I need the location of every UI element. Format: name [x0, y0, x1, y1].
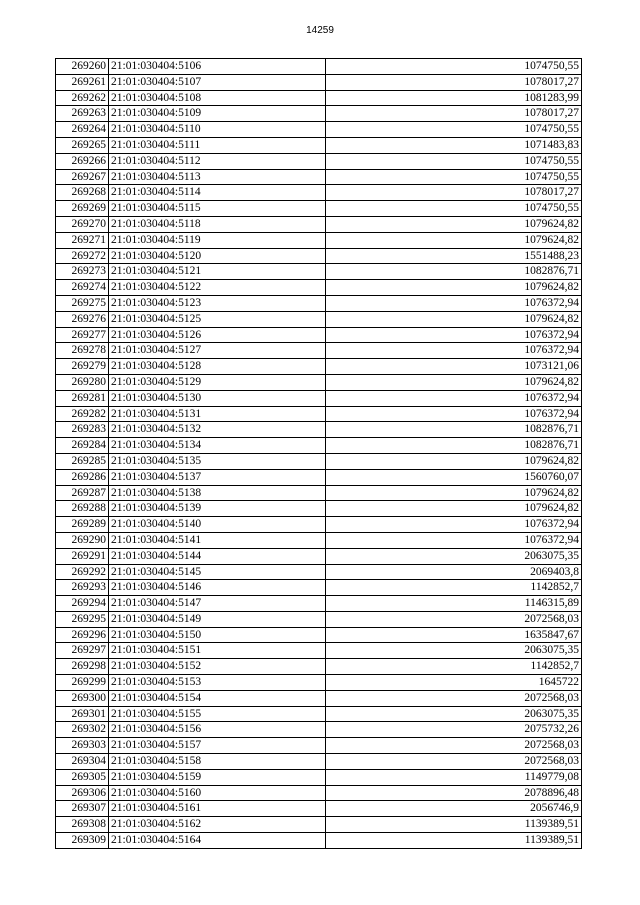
- cadastral-number-cell: 21:01:030404:5121: [109, 264, 326, 280]
- row-number-cell: 269296: [56, 627, 109, 643]
- cadastral-number-cell: 21:01:030404:5157: [109, 738, 326, 754]
- row-number-cell: 269266: [56, 153, 109, 169]
- cadastral-number-cell: 21:01:030404:5112: [109, 153, 326, 169]
- table-row: [56, 453, 582, 469]
- cadastral-value-cell: 2075732,26: [326, 722, 582, 738]
- cadastral-value-cell: 1082876,71: [326, 264, 582, 280]
- cadastral-number-cell: 21:01:030404:5151: [109, 643, 326, 659]
- cadastral-number-cell: 21:01:030404:5146: [109, 580, 326, 596]
- cadastral-number-cell: 21:01:030404:5141: [109, 532, 326, 548]
- table-row: [56, 817, 582, 833]
- cadastral-value-cell: 2063075,35: [326, 548, 582, 564]
- cadastral-value-cell: 1074750,55: [326, 153, 582, 169]
- cadastral-number-cell: 21:01:030404:5127: [109, 343, 326, 359]
- cadastral-value-cell: 1074750,55: [326, 169, 582, 185]
- cadastral-value-cell: 1079624,82: [326, 374, 582, 390]
- cadastral-number-cell: 21:01:030404:5137: [109, 469, 326, 485]
- cadastral-value-cell: 1142852,7: [326, 580, 582, 596]
- table-row: [56, 659, 582, 675]
- table-row: [56, 580, 582, 596]
- table-row: [56, 106, 582, 122]
- row-number-cell: 269294: [56, 596, 109, 612]
- cadastral-number-cell: 21:01:030404:5154: [109, 690, 326, 706]
- cadastral-number-cell: 21:01:030404:5138: [109, 485, 326, 501]
- table-row: [56, 327, 582, 343]
- cadastral-value-cell: 1139389,51: [326, 817, 582, 833]
- cadastral-value-cell: 1076372,94: [326, 406, 582, 422]
- cadastral-value-cell: 2069403,8: [326, 564, 582, 580]
- cadastral-number-cell: 21:01:030404:5106: [109, 59, 326, 75]
- table-row: [56, 74, 582, 90]
- table-row: [56, 785, 582, 801]
- cadastral-value-cell: 1076372,94: [326, 517, 582, 533]
- cadastral-number-cell: 21:01:030404:5139: [109, 501, 326, 517]
- cadastral-value-cell: 2072568,03: [326, 611, 582, 627]
- table-row: [56, 611, 582, 627]
- row-number-cell: 269271: [56, 232, 109, 248]
- table-row: [56, 185, 582, 201]
- table-row: [56, 280, 582, 296]
- cadastral-number-cell: 21:01:030404:5162: [109, 817, 326, 833]
- cadastral-value-cell: 1073121,06: [326, 359, 582, 375]
- cadastral-value-cell: 1079624,82: [326, 453, 582, 469]
- cadastral-number-cell: 21:01:030404:5108: [109, 90, 326, 106]
- row-number-cell: 269299: [56, 675, 109, 691]
- table-row: [56, 343, 582, 359]
- cadastral-value-cell: 1081283,99: [326, 90, 582, 106]
- row-number-cell: 269308: [56, 817, 109, 833]
- table-row: [56, 469, 582, 485]
- table-row: [56, 137, 582, 153]
- cadastral-value-cell: 1551488,23: [326, 248, 582, 264]
- row-number-cell: 269305: [56, 769, 109, 785]
- table-row: [56, 374, 582, 390]
- cadastral-value-cell: 2063075,35: [326, 643, 582, 659]
- table-row: [56, 216, 582, 232]
- cadastral-value-cell: 2056746,9: [326, 801, 582, 817]
- table-row: [56, 264, 582, 280]
- cadastral-value-cell: 1079624,82: [326, 485, 582, 501]
- cadastral-number-cell: 21:01:030404:5161: [109, 801, 326, 817]
- row-number-cell: 269287: [56, 485, 109, 501]
- table-row: [56, 169, 582, 185]
- cadastral-number-cell: 21:01:030404:5115: [109, 201, 326, 217]
- table-row: [56, 517, 582, 533]
- cadastral-number-cell: 21:01:030404:5160: [109, 785, 326, 801]
- cadastral-number-cell: 21:01:030404:5155: [109, 706, 326, 722]
- table-row: [56, 122, 582, 138]
- row-number-cell: 269283: [56, 422, 109, 438]
- cadastral-number-cell: 21:01:030404:5147: [109, 596, 326, 612]
- row-number-cell: 269272: [56, 248, 109, 264]
- table-row: [56, 232, 582, 248]
- table-row: [56, 485, 582, 501]
- row-number-cell: 269291: [56, 548, 109, 564]
- row-number-cell: 269275: [56, 295, 109, 311]
- cadastral-number-cell: 21:01:030404:5159: [109, 769, 326, 785]
- cadastral-number-cell: 21:01:030404:5118: [109, 216, 326, 232]
- row-number-cell: 269262: [56, 90, 109, 106]
- table-row: [56, 738, 582, 754]
- row-number-cell: 269280: [56, 374, 109, 390]
- cadastral-number-cell: 21:01:030404:5109: [109, 106, 326, 122]
- cadastral-value-cell: 1635847,67: [326, 627, 582, 643]
- row-number-cell: 269285: [56, 453, 109, 469]
- cadastral-number-cell: 21:01:030404:5145: [109, 564, 326, 580]
- row-number-cell: 269309: [56, 833, 109, 849]
- row-number-cell: 269274: [56, 280, 109, 296]
- table-body: [56, 59, 582, 849]
- cadastral-value-table: [55, 58, 582, 849]
- cadastral-number-cell: 21:01:030404:5119: [109, 232, 326, 248]
- cadastral-value-cell: 1076372,94: [326, 532, 582, 548]
- cadastral-number-cell: 21:01:030404:5130: [109, 390, 326, 406]
- cadastral-value-cell: 1076372,94: [326, 343, 582, 359]
- row-number-cell: 269293: [56, 580, 109, 596]
- cadastral-value-cell: 1071483,83: [326, 137, 582, 153]
- row-number-cell: 269279: [56, 359, 109, 375]
- table-row: [56, 311, 582, 327]
- page-number: 14259: [306, 25, 334, 36]
- cadastral-number-cell: 21:01:030404:5125: [109, 311, 326, 327]
- row-number-cell: 269263: [56, 106, 109, 122]
- cadastral-value-cell: 2072568,03: [326, 738, 582, 754]
- cadastral-number-cell: 21:01:030404:5164: [109, 833, 326, 849]
- table-row: [56, 153, 582, 169]
- table-row: [56, 627, 582, 643]
- table-row: [56, 295, 582, 311]
- cadastral-value-cell: 2078896,48: [326, 785, 582, 801]
- row-number-cell: 269270: [56, 216, 109, 232]
- table-row: [56, 675, 582, 691]
- row-number-cell: 269261: [56, 74, 109, 90]
- cadastral-number-cell: 21:01:030404:5144: [109, 548, 326, 564]
- cadastral-number-cell: 21:01:030404:5134: [109, 438, 326, 454]
- cadastral-value-cell: 1076372,94: [326, 390, 582, 406]
- cadastral-value-cell: 1645722: [326, 675, 582, 691]
- row-number-cell: 269267: [56, 169, 109, 185]
- cadastral-number-cell: 21:01:030404:5153: [109, 675, 326, 691]
- row-number-cell: 269298: [56, 659, 109, 675]
- row-number-cell: 269277: [56, 327, 109, 343]
- table-row: [56, 706, 582, 722]
- table-row: [56, 438, 582, 454]
- row-number-cell: 269304: [56, 754, 109, 770]
- table-row: [56, 406, 582, 422]
- row-number-cell: 269289: [56, 517, 109, 533]
- cadastral-number-cell: 21:01:030404:5135: [109, 453, 326, 469]
- row-number-cell: 269301: [56, 706, 109, 722]
- row-number-cell: 269276: [56, 311, 109, 327]
- cadastral-value-cell: 2063075,35: [326, 706, 582, 722]
- cadastral-number-cell: 21:01:030404:5150: [109, 627, 326, 643]
- cadastral-number-cell: 21:01:030404:5123: [109, 295, 326, 311]
- row-number-cell: 269265: [56, 137, 109, 153]
- cadastral-value-cell: 1076372,94: [326, 327, 582, 343]
- cadastral-number-cell: 21:01:030404:5158: [109, 754, 326, 770]
- cadastral-number-cell: 21:01:030404:5140: [109, 517, 326, 533]
- cadastral-value-cell: 1079624,82: [326, 232, 582, 248]
- cadastral-value-cell: 1142852,7: [326, 659, 582, 675]
- table-row: [56, 501, 582, 517]
- cadastral-value-cell: 1078017,27: [326, 185, 582, 201]
- table-row: [56, 359, 582, 375]
- cadastral-number-cell: 21:01:030404:5107: [109, 74, 326, 90]
- cadastral-value-cell: 1146315,89: [326, 596, 582, 612]
- cadastral-value-cell: 1079624,82: [326, 216, 582, 232]
- table-row: [56, 90, 582, 106]
- row-number-cell: 269303: [56, 738, 109, 754]
- cadastral-value-cell: 1078017,27: [326, 74, 582, 90]
- row-number-cell: 269302: [56, 722, 109, 738]
- cadastral-number-cell: 21:01:030404:5111: [109, 137, 326, 153]
- cadastral-number-cell: 21:01:030404:5113: [109, 169, 326, 185]
- table-row: [56, 548, 582, 564]
- row-number-cell: 269281: [56, 390, 109, 406]
- table-row: [56, 201, 582, 217]
- cadastral-value-cell: 1082876,71: [326, 422, 582, 438]
- cadastral-value-cell: 2072568,03: [326, 754, 582, 770]
- cadastral-number-cell: 21:01:030404:5120: [109, 248, 326, 264]
- table-row: [56, 564, 582, 580]
- cadastral-value-cell: 1139389,51: [326, 833, 582, 849]
- cadastral-number-cell: 21:01:030404:5128: [109, 359, 326, 375]
- cadastral-number-cell: 21:01:030404:5122: [109, 280, 326, 296]
- cadastral-value-cell: 1079624,82: [326, 280, 582, 296]
- table-row: [56, 769, 582, 785]
- row-number-cell: 269292: [56, 564, 109, 580]
- cadastral-value-cell: 1074750,55: [326, 59, 582, 75]
- table-row: [56, 754, 582, 770]
- row-number-cell: 269286: [56, 469, 109, 485]
- row-number-cell: 269288: [56, 501, 109, 517]
- table-row: [56, 801, 582, 817]
- cadastral-value-cell: 1149779,08: [326, 769, 582, 785]
- cadastral-number-cell: 21:01:030404:5156: [109, 722, 326, 738]
- cadastral-value-cell: 1079624,82: [326, 501, 582, 517]
- row-number-cell: 269290: [56, 532, 109, 548]
- cadastral-number-cell: 21:01:030404:5131: [109, 406, 326, 422]
- table-row: [56, 422, 582, 438]
- row-number-cell: 269284: [56, 438, 109, 454]
- row-number-cell: 269300: [56, 690, 109, 706]
- cadastral-value-cell: 1560760,07: [326, 469, 582, 485]
- row-number-cell: 269297: [56, 643, 109, 659]
- row-number-cell: 269268: [56, 185, 109, 201]
- row-number-cell: 269282: [56, 406, 109, 422]
- table-row: [56, 248, 582, 264]
- row-number-cell: 269306: [56, 785, 109, 801]
- table-row: [56, 722, 582, 738]
- table-row: [56, 59, 582, 75]
- cadastral-value-cell: 1082876,71: [326, 438, 582, 454]
- row-number-cell: 269273: [56, 264, 109, 280]
- cadastral-number-cell: 21:01:030404:5114: [109, 185, 326, 201]
- cadastral-value-cell: 1078017,27: [326, 106, 582, 122]
- row-number-cell: 269278: [56, 343, 109, 359]
- cadastral-number-cell: 21:01:030404:5149: [109, 611, 326, 627]
- row-number-cell: 269264: [56, 122, 109, 138]
- cadastral-value-cell: 2072568,03: [326, 690, 582, 706]
- cadastral-value-cell: 1076372,94: [326, 295, 582, 311]
- cadastral-number-cell: 21:01:030404:5126: [109, 327, 326, 343]
- table-row: [56, 833, 582, 849]
- table-row: [56, 643, 582, 659]
- cadastral-value-cell: 1074750,55: [326, 201, 582, 217]
- cadastral-value-cell: 1079624,82: [326, 311, 582, 327]
- table-row: [56, 390, 582, 406]
- row-number-cell: 269269: [56, 201, 109, 217]
- row-number-cell: 269307: [56, 801, 109, 817]
- cadastral-number-cell: 21:01:030404:5129: [109, 374, 326, 390]
- table-row: [56, 596, 582, 612]
- table-row: [56, 532, 582, 548]
- table-row: [56, 690, 582, 706]
- cadastral-number-cell: 21:01:030404:5132: [109, 422, 326, 438]
- cadastral-value-cell: 1074750,55: [326, 122, 582, 138]
- cadastral-number-cell: 21:01:030404:5152: [109, 659, 326, 675]
- row-number-cell: 269295: [56, 611, 109, 627]
- row-number-cell: 269260: [56, 59, 109, 75]
- cadastral-number-cell: 21:01:030404:5110: [109, 122, 326, 138]
